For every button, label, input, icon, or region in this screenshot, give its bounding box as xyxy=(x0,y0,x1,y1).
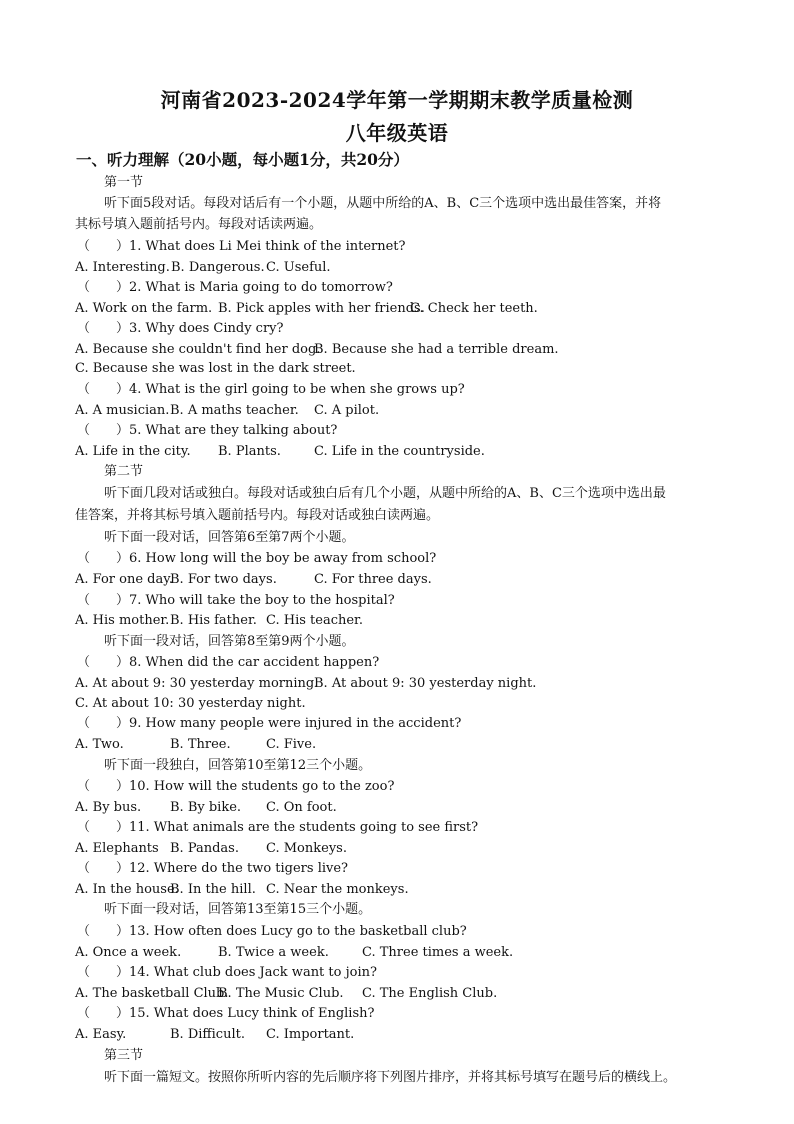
option-b: B. In the hill. xyxy=(170,882,256,897)
question-5: （ ）5. What are they talking about? xyxy=(77,423,338,438)
option-b: B. At about 9: 30 yesterday night. xyxy=(314,676,537,691)
option-b: B. Twice a week. xyxy=(218,945,329,960)
question-7: （ ）7. Who will take the boy to the hospital? xyxy=(77,593,395,608)
option-c: C. For three days. xyxy=(314,572,432,587)
option-a: A. Work on the farm. xyxy=(75,301,213,316)
answer-bracket: （ ） xyxy=(77,1006,130,1021)
option-a: A. His mother. xyxy=(75,613,170,628)
question-11: （ ）11. What animals are the students going to see first? xyxy=(77,820,479,835)
option-c: C. His teacher. xyxy=(266,613,363,628)
option-a: A. By bus. xyxy=(75,800,142,815)
question-15: （ ）15. What does Lucy think of English? xyxy=(77,1006,375,1021)
option-c: C. Monkeys. xyxy=(266,841,347,856)
page-title: 河南省2023-2024学年第一学期期末教学质量检测 xyxy=(160,88,634,112)
option-c: C. Because she was lost in the dark street. xyxy=(75,361,356,376)
part2-label: 第二节 xyxy=(104,464,144,479)
option-b: B. Because she had a terrible dream. xyxy=(314,342,559,357)
question-12: （ ）12. Where do the two tigers live? xyxy=(77,861,349,876)
option-b: B. A maths teacher. xyxy=(170,403,299,418)
option-a: A. Once a week. xyxy=(75,945,182,960)
part1-instruction: 听下面5段对话。每段对话后有一个小题，从题中所给的A、B、C三个选项中选出最佳答案，并将 xyxy=(104,196,662,211)
option-b: B. Pandas. xyxy=(170,841,239,856)
option-b: B. Pick apples with her friends. xyxy=(218,301,425,316)
option-c: C. At about 10: 30 yesterday night. xyxy=(75,696,306,711)
option-b: B. Three. xyxy=(170,737,231,752)
question-8: （ ）8. When did the car accident happen? xyxy=(77,655,380,670)
option-c: C. Five. xyxy=(266,737,317,752)
part2-instruction: 听下面几段对话或独白。每段对话或独白后有几个小题，从题中所给的A、B、C三个选项中选出最 xyxy=(104,486,666,501)
option-b: B. Difficult. xyxy=(170,1027,245,1042)
option-a: A. Life in the city. xyxy=(75,444,191,459)
answer-bracket: （ ） xyxy=(77,382,130,397)
option-a: A. The basketball Club. xyxy=(75,986,229,1001)
option-c: C. Useful. xyxy=(266,260,331,275)
part3-label: 第三节 xyxy=(104,1048,144,1063)
option-b: B. Plants. xyxy=(218,444,281,459)
question-13: （ ）13. How often does Lucy go to the basketball club? xyxy=(77,924,467,939)
answer-bracket: （ ） xyxy=(77,593,130,608)
option-a: A. Elephants xyxy=(75,841,159,856)
section-heading: 一、听力理解（20小题，每小题1分，共20分） xyxy=(76,150,409,169)
option-a: A. A musician. xyxy=(75,403,170,418)
option-a: A. Easy. xyxy=(75,1027,127,1042)
option-c: C. Near the monkeys. xyxy=(266,882,409,897)
option-a: A. At about 9: 30 yesterday morning. xyxy=(75,676,319,691)
answer-bracket: （ ） xyxy=(77,861,130,876)
answer-bracket: （ ） xyxy=(77,716,130,731)
option-b: B. The Music Club. xyxy=(218,986,344,1001)
answer-bracket: （ ） xyxy=(77,655,130,670)
option-a: A. In the house. xyxy=(75,882,179,897)
option-b: B. For two days. xyxy=(170,572,277,587)
question-3: （ ）3. Why does Cindy cry? xyxy=(77,321,284,336)
question-14: （ ）14. What club does Jack want to join? xyxy=(77,965,377,980)
option-c: C. The English Club. xyxy=(362,986,498,1001)
dialogue-instruction: 听下面一段对话，回答第13至第15三个小题。 xyxy=(104,902,372,917)
answer-bracket: （ ） xyxy=(77,280,130,295)
option-a: A. For one day. xyxy=(75,572,173,587)
answer-bracket: （ ） xyxy=(77,321,130,336)
part3-instruction: 听下面一篇短文。按照你所听内容的先后顺序将下列图片排序，并将其标号填写在题号后的横线上。 xyxy=(104,1070,677,1085)
page-subtitle: 八年级英语 xyxy=(345,121,449,145)
answer-bracket: （ ） xyxy=(77,820,130,835)
option-c: C. Life in the countryside. xyxy=(314,444,485,459)
dialogue-instruction: 听下面一段对话，回答第8至第9两个小题。 xyxy=(104,634,355,649)
option-a: A. Interesting. xyxy=(75,260,170,275)
answer-bracket: （ ） xyxy=(77,551,130,566)
question-1: （ ）1. What does Li Mei think of the internet? xyxy=(77,239,406,254)
option-a: A. Two. xyxy=(75,737,124,752)
question-2: （ ）2. What is Maria going to do tomorrow? xyxy=(77,280,393,295)
question-6: （ ）6. How long will the boy be away from school? xyxy=(77,551,437,566)
option-c: C. A pilot. xyxy=(314,403,380,418)
question-9: （ ）9. How many people were injured in the accident? xyxy=(77,716,462,731)
option-b: B. By bike. xyxy=(170,800,242,815)
option-a: A. Because she couldn't find her dog. xyxy=(75,342,321,357)
answer-bracket: （ ） xyxy=(77,965,130,980)
part2-instruction-cont: 佳答案，并将其标号填入题前括号内。每段对话或独白读两遍。 xyxy=(75,508,440,523)
option-c: C. Important. xyxy=(266,1027,355,1042)
question-4: （ ）4. What is the girl going to be when she grows up? xyxy=(77,382,465,397)
option-b: B. His father. xyxy=(170,613,257,628)
answer-bracket: （ ） xyxy=(77,779,130,794)
option-c: C. Check her teeth. xyxy=(410,301,538,316)
monologue-instruction: 听下面一段独白，回答第10至第12三个小题。 xyxy=(104,758,372,773)
part1-instruction-cont: 其标号填入题前括号内。每段对话读两遍。 xyxy=(75,217,323,232)
answer-bracket: （ ） xyxy=(77,423,130,438)
option-b: B. Dangerous. xyxy=(171,260,265,275)
option-c: C. On foot. xyxy=(266,800,337,815)
dialogue-instruction: 听下面一段对话，回答第6至第7两个小题。 xyxy=(104,530,355,545)
part1-label: 第一节 xyxy=(104,175,144,190)
option-c: C. Three times a week. xyxy=(362,945,514,960)
question-10: （ ）10. How will the students go to the zoo? xyxy=(77,779,395,794)
answer-bracket: （ ） xyxy=(77,924,130,939)
answer-bracket: （ ） xyxy=(77,239,130,254)
